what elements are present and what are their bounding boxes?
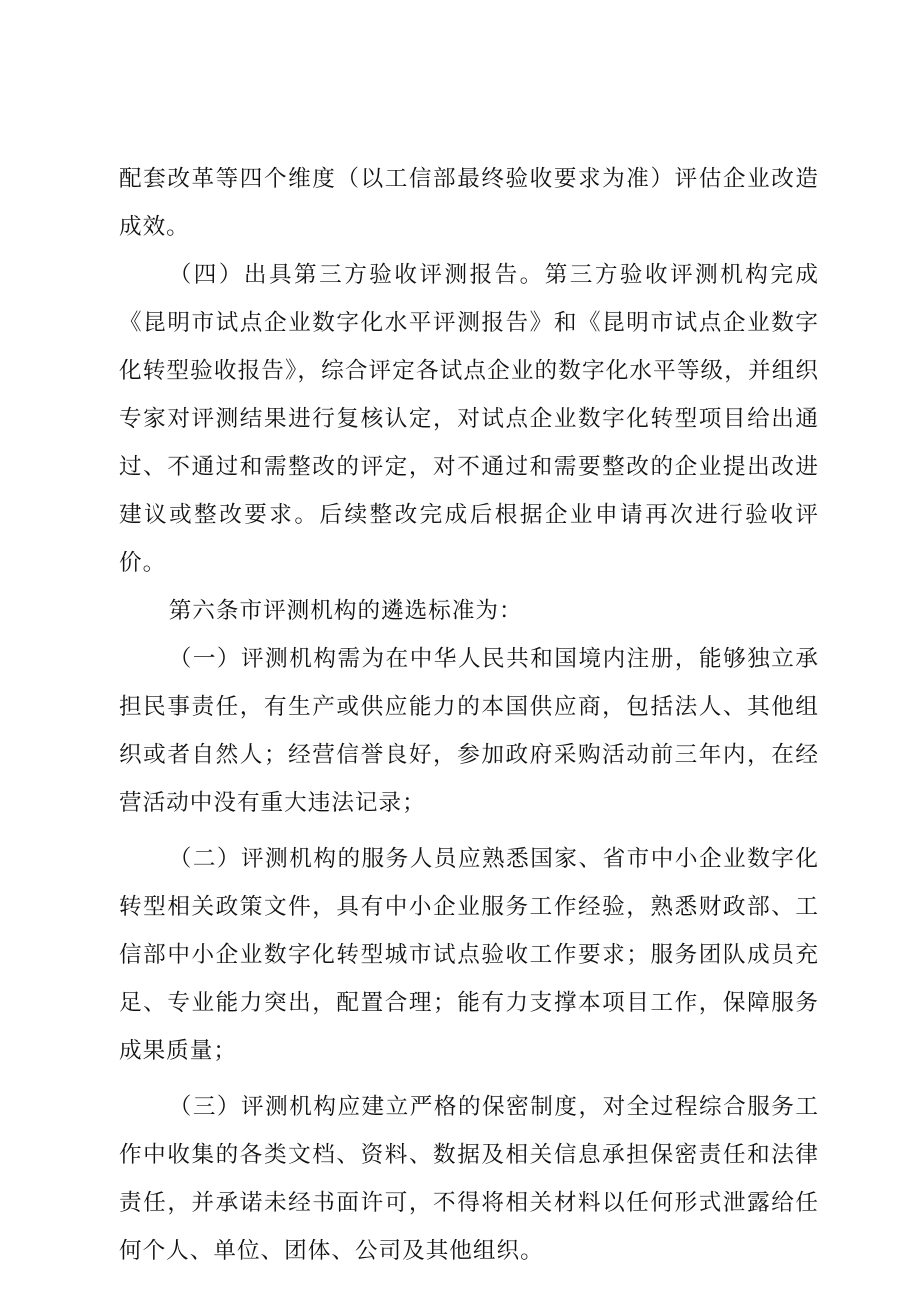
paragraph-criterion-3: （三）评测机构应建立严格的保密制度，对全过程综合服务工作中收集的各类文档、资料、数据及相关信息承担保密责任和法律责任，并承诺未经书面许可，不得将相关材料以任何形式泄露给任何个人、单位、团体、公司及其他组织。 bbox=[119, 1094, 819, 1264]
paragraph-continuation: 配套改革等四个维度（以工信部最终验收要求为准）评估企业改造成效。 bbox=[119, 166, 819, 240]
paragraph-article-6: 第六条市评测机构的遴选标准为： bbox=[168, 598, 523, 624]
paragraph-criterion-1: （一）评测机构需为在中华人民共和国境内注册，能够独立承担民事责任，有生产或供应能力的本国供应商，包括法人、其他组织或者自然人；经营信誉良好，参加政府采购活动前三年内，在经营活动中没有重大违法记录； bbox=[119, 646, 819, 816]
paragraph-section-4: （四）出具第三方验收评测报告。第三方验收评测机构完成《昆明市试点企业数字化水平评测报告》和《昆明市试点企业数字化转型验收报告》，综合评定各试点企业的数字化水平等级，并组织专家对评测结果进行复核认定，对试点企业数字化转型项目给出通过、不通过和需整改的评定，对不通过和需要整改的企业提出改进建议或整改要求。后续整改完成后根据企业申请再次进行验收评价。 bbox=[119, 262, 819, 576]
document-body bbox=[119, 155, 819, 1275]
paragraph-criterion-2: （二）评测机构的服务人员应熟悉国家、省市中小企业数字化转型相关政策文件，具有中小企业服务工作经验，熟悉财政部、工信部中小企业数字化转型城市试点验收工作要求；服务团队成员充足、专业能力突出，配置合理；能有力支撑本项目工作，保障服务成果质量； bbox=[119, 846, 819, 1064]
